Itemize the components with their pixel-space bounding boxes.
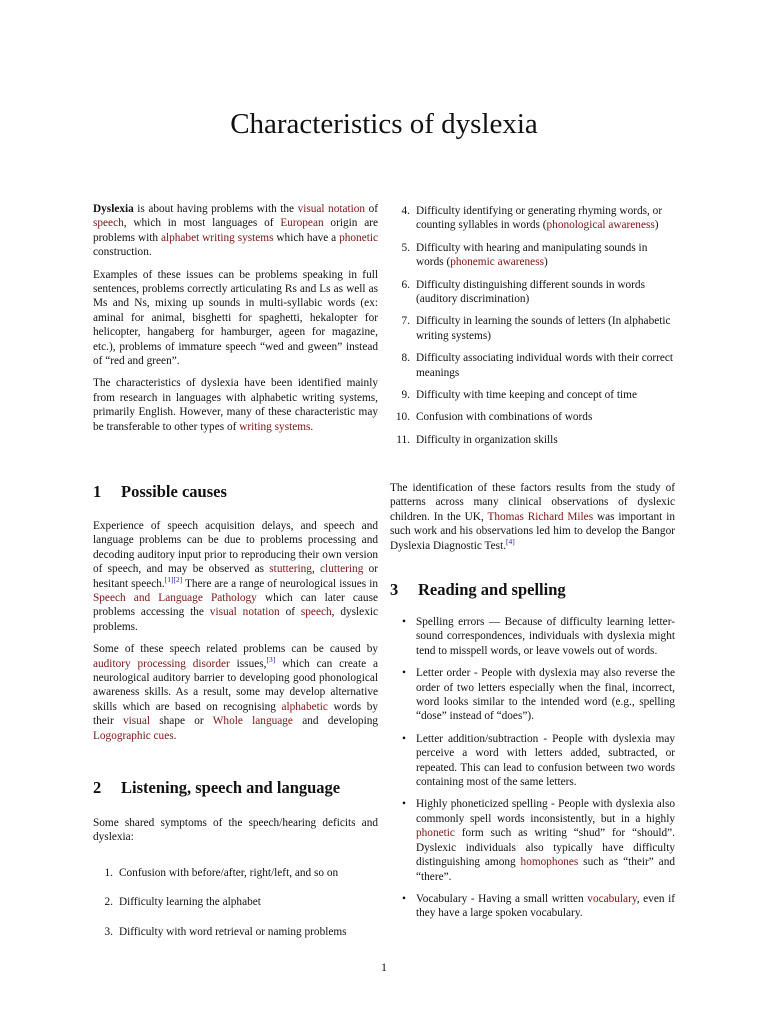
- section-2-list-part-2: [390, 204, 675, 447]
- text-run: and developing: [292, 715, 379, 728]
- section-2-heading: [93, 778, 340, 798]
- text-run: words by their: [93, 700, 378, 728]
- list-item: 4. Difficulty identifying or generating rhyming words, or counting syllables in words (phonological awareness): [401, 205, 663, 232]
- inline-link[interactable]: phonetic: [339, 231, 379, 244]
- section-1-title: Possible causes: [121, 482, 227, 501]
- section-1-heading: [93, 482, 227, 502]
- text-run: which can later cause problems accessing the: [93, 592, 378, 619]
- text-run: construction.: [93, 246, 152, 259]
- text-run: Difficulty with hearing and manipulating sounds in words (: [416, 241, 648, 269]
- intro-paragraph-2: Examples of these issues can be problems speaking in full sentences, problems correctly articulating Rs and Ls as well as Ms and Ns, mixing up sounds in multi-syllabic words (ex: aminal for animal, bisghetti for spaghetti, hekalopter for helicopter, hangaberg for hamburger, ageen for magazine, etc.), problems of immature speech “wed and gween” instead of “red and green”.: [93, 268, 378, 368]
- text-run: Difficulty with word retrieval or naming problems: [119, 925, 347, 938]
- text-run: of: [279, 606, 301, 619]
- inline-link[interactable]: phonetic: [416, 827, 455, 840]
- text-run: Difficulty identifying or generating rhyming words, or counting syllables in words (: [416, 205, 663, 232]
- inline-link[interactable]: speech: [93, 217, 124, 230]
- text-run: or hesitant speech.: [93, 563, 378, 590]
- text-run: form such as writing “shud” for “should”. Dyslexic individuals also typically have difficulty distinguishing among: [416, 827, 675, 869]
- text-run: Confusion with combinations of words: [416, 411, 593, 424]
- text-run: Letter order - People with dyslexia may also reverse the order of two letters especially when the final, incorrect, word looks similar to the intended word (e.g., spelling “dose” instead of “does”).: [416, 667, 675, 723]
- list-item: [390, 797, 675, 883]
- section-2-outro: [390, 481, 675, 553]
- text-run: The identification of these factors results from the study of patterns across many clinical observations of dyslexic children. In the UK,: [390, 482, 675, 523]
- text-run: which have a: [273, 231, 340, 244]
- text-run: Confusion with before/after, right/left, and so on: [119, 867, 339, 879]
- inline-link[interactable]: phonemic awareness: [450, 256, 544, 269]
- text-run: which can create a neurological auditory barrier to developing good phonological awareness skills. As a result, some may develop alternative skills which are based on recognising: [93, 657, 378, 713]
- citation-link[interactable]: [1][2]: [164, 574, 183, 584]
- text-run: ): [544, 256, 548, 269]
- inline-link[interactable]: phonological awareness: [546, 219, 655, 232]
- list-item: [390, 666, 675, 724]
- list-item: 11. Difficulty in organization skills: [396, 433, 558, 446]
- list-item: 6. Difficulty distinguishing different sounds in words (auditory discrimination): [401, 278, 645, 306]
- list-item: [390, 615, 675, 658]
- text-run: Highly phoneticized spelling - People with dyslexia also commonly spell words inconsistently, but in a highly: [416, 798, 675, 825]
- intro-paragraph-1: [93, 202, 378, 260]
- section-2-outro-block: [390, 481, 675, 561]
- inline-link[interactable]: Speech and Language Pathology: [93, 592, 257, 605]
- left-column: [93, 202, 378, 442]
- section-2-title: Listening, speech and language: [121, 778, 341, 797]
- inline-link[interactable]: homophones: [520, 856, 579, 869]
- section-3-title: Reading and spelling: [418, 580, 566, 599]
- section-2-number: 2: [93, 778, 102, 797]
- section-2-intro-block: [93, 816, 378, 853]
- text-run: ,: [311, 563, 321, 576]
- text-run: shape or: [149, 715, 213, 728]
- page-number: 1: [381, 960, 387, 974]
- text-run: was important in such work and his observations led him to develop the Bangor Dyslexia Diagnostic Test.: [390, 510, 675, 552]
- list-item: 9. Difficulty with time keeping and concept of time: [401, 389, 637, 402]
- section-1-paragraph-2: [93, 642, 378, 743]
- text-run: Difficulty in learning the sounds of letters (In alphabetic writing systems): [416, 315, 671, 342]
- text-run: Difficulty associating individual words with their correct meanings: [416, 352, 674, 379]
- text-run: is about having problems with the: [133, 203, 298, 215]
- section-2-intro: Some shared symptoms of the speech/hearing deficits and dyslexia:: [93, 817, 378, 844]
- list-item: 3. Difficulty with word retrieval or naming problems: [104, 925, 347, 938]
- list-item: 7. Difficulty in learning the sounds of letters (In alphabetic writing systems): [401, 315, 671, 342]
- text-run: Experience of speech acquisition delays, and speech and language problems can be due to problems processing and decoding auditory input prior to reproducing their own version of speech, and may be observed as: [93, 520, 378, 576]
- text-run: origin are problems with: [93, 217, 378, 244]
- text-run: Difficulty in organization skills: [416, 433, 558, 446]
- bold-term: Dyslexia: [93, 203, 134, 215]
- text-run: .: [310, 420, 314, 433]
- list-item: 8. Difficulty associating individual words with their correct meanings: [401, 352, 674, 379]
- page-title: Characteristics of dyslexia: [230, 108, 538, 140]
- list-item: 5. Difficulty with hearing and manipulating sounds in words (phonemic awareness): [401, 241, 648, 269]
- intro-paragraph-3: [93, 376, 378, 434]
- inline-link[interactable]: vocabulary: [587, 892, 637, 905]
- inline-link[interactable]: visual notation: [209, 606, 280, 619]
- list-item: [390, 732, 675, 790]
- list-item: 2. Difficulty learning the alphabet: [104, 896, 261, 909]
- text-run: Difficulty learning the alphabet: [119, 896, 261, 909]
- section-3-number: 3: [390, 580, 399, 599]
- inline-link[interactable]: writing systems: [239, 420, 311, 433]
- section-3-body: [390, 615, 675, 929]
- section-1-paragraph-1: [93, 519, 378, 634]
- text-run: .: [173, 729, 177, 742]
- text-run: , dyslexic problems.: [93, 606, 378, 633]
- inline-link[interactable]: visual notation: [297, 203, 366, 215]
- inline-link[interactable]: cluttering: [320, 563, 364, 576]
- section-1-body: [93, 519, 378, 751]
- section-1-number: 1: [93, 482, 102, 501]
- text-run: issues,: [229, 657, 267, 670]
- list-item: [390, 892, 675, 921]
- section-3-heading: [390, 580, 566, 600]
- inline-link[interactable]: speech: [300, 606, 332, 619]
- list-item: 10. Confusion with combinations of words: [395, 411, 593, 424]
- citation-link[interactable]: [4]: [506, 536, 515, 546]
- text-run: , which in most languages of: [123, 217, 281, 230]
- text-run: The characteristics of dyslexia have been identified mainly from research in languages with alphabetic writing systems, primarily English. However, many of these characteristic may be transferable to other types of: [93, 377, 378, 433]
- inline-link[interactable]: European: [280, 217, 324, 230]
- text-run: Vocabulary - Having a small written: [416, 892, 588, 905]
- inline-link[interactable]: Logographic cues: [93, 729, 174, 742]
- text-run: Difficulty with time keeping and concept of time: [416, 389, 637, 402]
- inline-link[interactable]: Whole language: [212, 715, 293, 728]
- inline-link[interactable]: alphabet writing systems: [160, 231, 274, 244]
- text-run: Letter addition/subtraction - People with dyslexia may perceive a word with letters added, subtracted, or repeated. This can lead to confusion between two words containing most of the same letters.: [416, 732, 675, 789]
- text-run: , even if they have a large spoken vocabulary.: [416, 892, 675, 920]
- inline-link[interactable]: alphabetic: [281, 700, 328, 713]
- inline-link[interactable]: Thomas Richard Miles: [487, 510, 594, 523]
- text-run: of: [365, 203, 378, 215]
- inline-link[interactable]: auditory processing disorder: [93, 657, 230, 670]
- text-run: ): [654, 219, 659, 232]
- inline-link[interactable]: visual: [122, 715, 150, 728]
- text-run: Some of these speech related problems can be caused by: [93, 643, 378, 656]
- inline-link[interactable]: stuttering: [269, 563, 312, 576]
- text-run: such as “their” and “there”.: [416, 856, 675, 883]
- citation-link[interactable]: [3]: [266, 654, 276, 664]
- list-item: 1. Confusion with before/after, right/left, and so on: [104, 867, 339, 879]
- text-run: Difficulty distinguishing different sounds in words (auditory discrimination): [416, 278, 645, 306]
- text-run: Spelling errors — Because of difficulty learning letter-sound correspondences, individuals with dyslexia might tend to misspell words, or leave vowels out of words.: [416, 616, 675, 657]
- section-2-list-part-1: [93, 866, 378, 939]
- text-run: There are a range of neurological issues in: [182, 577, 378, 590]
